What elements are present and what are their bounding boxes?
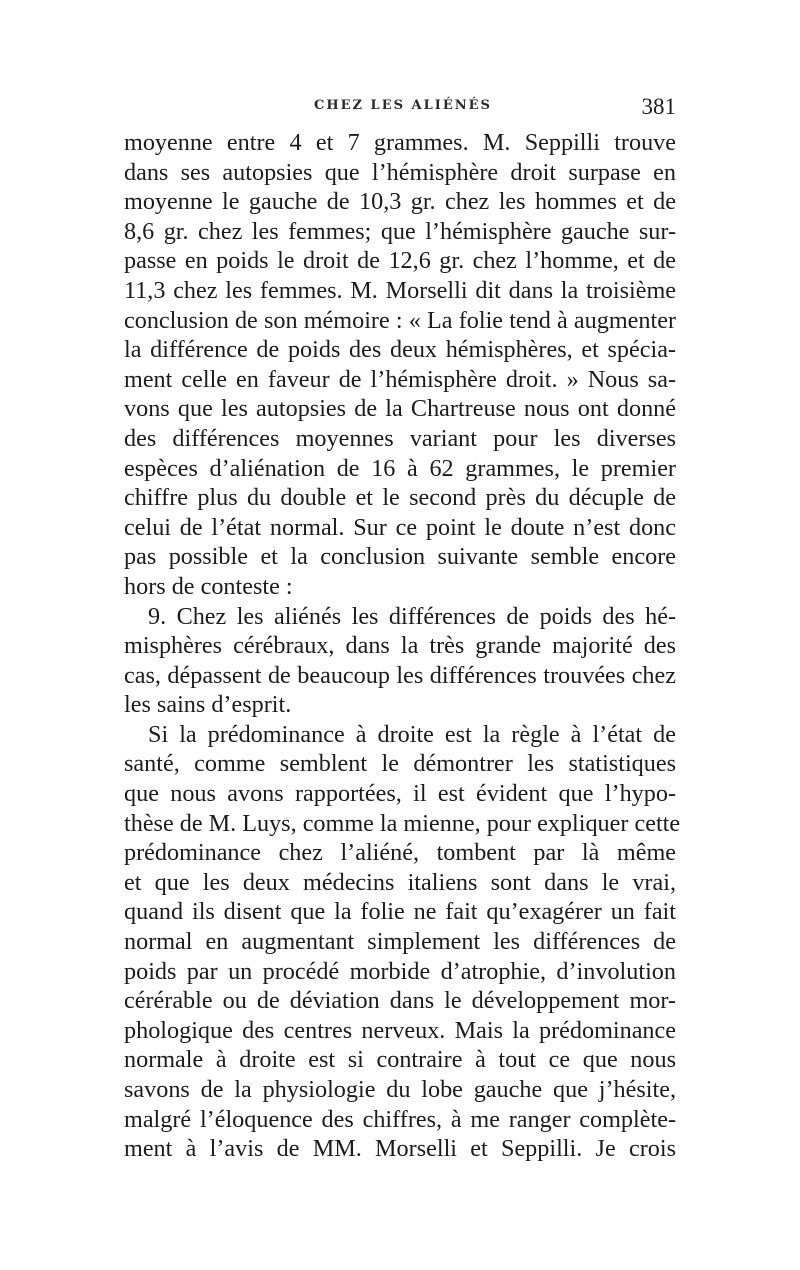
text-line: cérérable ou de déviation dans le développement mor- (124, 987, 676, 1015)
text-line: 11,3 chez les femmes. M. Morselli dit dans la troisième (124, 276, 676, 304)
text-line: et que les deux médecins italiens sont dans le vrai, (124, 868, 676, 896)
text-line: malgré l’éloquence des chiffres, à me ranger complète- (124, 1105, 676, 1133)
text-line: ment à l’avis de MM. Morselli et Seppilli. Je crois (124, 1135, 676, 1163)
text-line: vons que les autopsies de la Chartreuse nous ont donné (124, 395, 676, 423)
text-line: savons de la physiologie du lobe gauche que j’hésite, (124, 1076, 676, 1103)
text-line: chiffre plus du double et le second près du décuple de (124, 484, 676, 512)
text-line: prédominance chez l’aliéné, tombent par là même (124, 839, 676, 867)
text-line: Si la prédominance à droite est la règle à l’état de (148, 720, 676, 748)
text-line: moyenne entre 4 et 7 grammes. M. Seppilli trouve (124, 129, 676, 156)
text-line: que nous avons rapportées, il est évident que l’hypo- (124, 780, 676, 808)
body-text (124, 128, 681, 1164)
text-line: des différences moyennes variant pour les diverses (124, 424, 676, 452)
text-line: quand ils disent que la folie ne fait qu’exagérer un fait (124, 898, 676, 926)
text-line: thèse de M. Luys, comme la mienne, pour expliquer cette (124, 809, 681, 837)
text-line: conclusion de son mémoire : « La folie tend à augmenter (124, 306, 676, 334)
text-line: cas, dépassent de beaucoup les différences trouvées chez (124, 661, 676, 689)
text-line: celui de l’état normal. Sur ce point le doute n’est donc (124, 513, 676, 541)
text-line: misphères cérébraux, dans la très grande majorité des (124, 632, 676, 660)
text-line: normale à droite est si contraire à tout ce que nous (124, 1046, 676, 1074)
text-line: poids par un procédé morbide d’atrophie, d’involution (124, 957, 676, 985)
text-line: la différence de poids des deux hémisphères, et spécia- (124, 336, 676, 364)
text-line: normal en augmentant simplement les différences de (124, 928, 676, 956)
text-line: 9. Chez les aliénés les différences de poids des hé- (148, 602, 676, 630)
text-line: moyenne le gauche de 10,3 gr. chez les hommes et de (124, 188, 676, 216)
text-line: 8,6 gr. chez les femmes; que l’hémisphère gauche sur- (124, 217, 676, 245)
page-number: 381 (641, 94, 676, 119)
text-line: passe en poids le droit de 12,6 gr. chez l’homme, et de (124, 247, 676, 275)
text-line: hors de conteste : (124, 572, 293, 600)
text-line: espèces d’aliénation de 16 à 62 grammes, le premier (124, 454, 676, 482)
text-line: pas possible et la conclusion suivante semble encore (124, 543, 676, 571)
text-line: ment celle en faveur de l’hémisphère droit. » Nous sa- (124, 365, 676, 393)
text-line: phologique des centres nerveux. Mais la prédominance (124, 1016, 676, 1044)
running-title: CHEZ LES ALIÉNÉS (314, 98, 492, 113)
running-head (124, 94, 676, 120)
text-line: dans ses autopsies que l’hémisphère droit surpase en (124, 158, 676, 186)
text-line: les sains d’esprit. (124, 691, 292, 719)
text-line: santé, comme semblent le démontrer les statistiques (124, 750, 676, 778)
